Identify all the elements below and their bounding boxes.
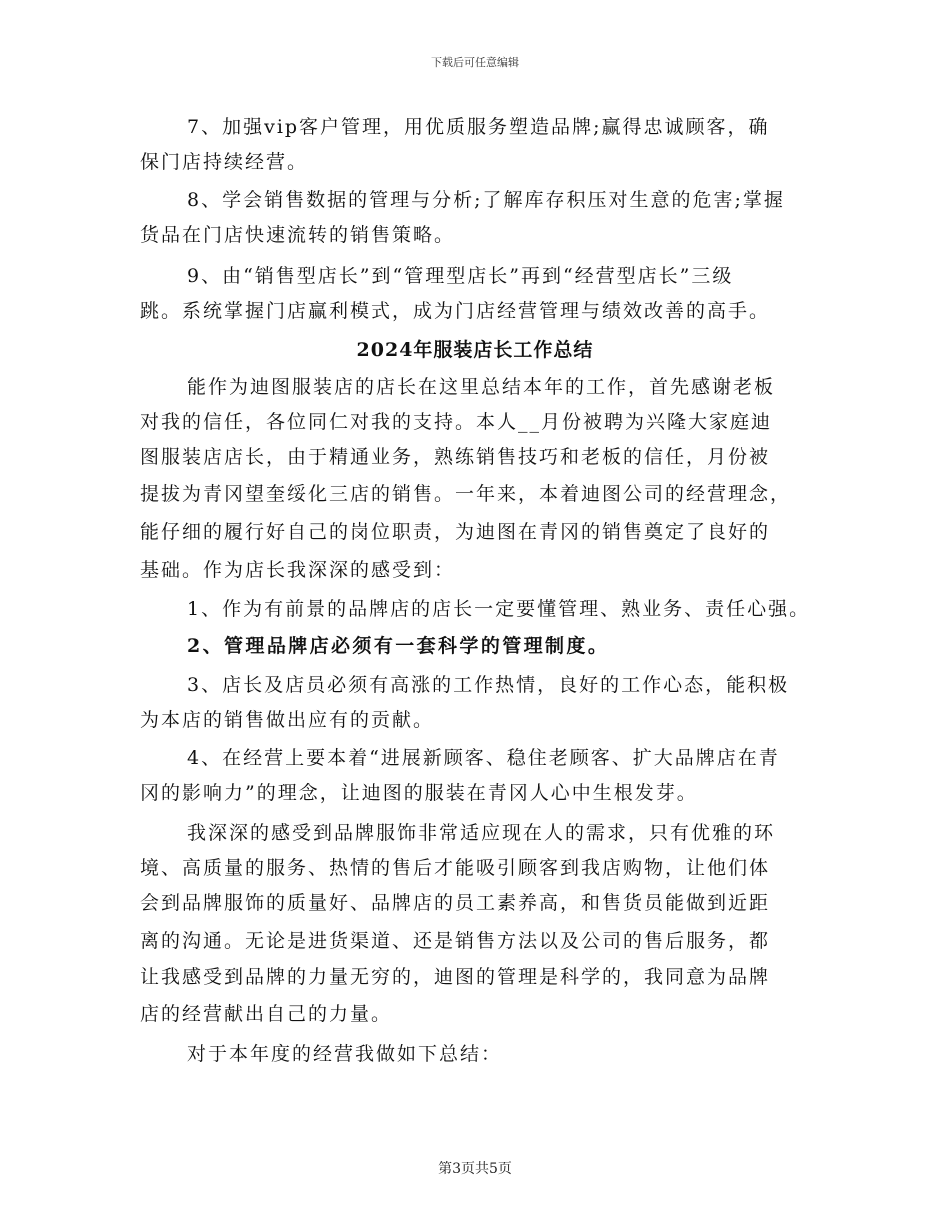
- page-header: 下载后可任意编辑: [431, 56, 519, 69]
- paragraph-8-line-2: 货品在门店快速流转的销售策略。: [140, 224, 456, 246]
- intro-line-2: 对我的信任，各位同仁对我的支持。本人__月份被聘为兴隆大家庭迪: [140, 411, 773, 433]
- point-2: 2、管理品牌店必须有一套科学的管理制度。: [187, 635, 610, 657]
- point-3-line-2: 为本店的销售做出应有的贡献。: [140, 709, 435, 731]
- page-number-footer: 第3页共5页: [438, 1161, 512, 1177]
- closing-line: 对于本年度的经营我做如下总结：: [187, 1043, 503, 1065]
- reflection-line-3: 会到品牌服饰的质量好、品牌店的员工素养高，和售货员能做到近距: [140, 892, 771, 914]
- point-4-line-2: 冈的影响力”的理念，让迪图的服装在青冈人心中生根发芽。: [140, 782, 698, 804]
- reflection-line-6: 店的经营献出自己的力量。: [140, 1003, 393, 1025]
- paragraph-9-line-1: 9、由“销售型店长”到“管理型店长”再到“经营型店长”三级: [187, 265, 734, 287]
- point-3-line-1: 3、店长及店员必须有高涨的工作热情，良好的工作心态，能积极: [187, 674, 790, 696]
- intro-line-3: 图服装店店长，由于精通业务，熟练销售技巧和老板的信任，月份被: [140, 446, 771, 468]
- paragraph-9-line-2: 跳。系统掌握门店赢利模式，成为门店经营管理与绩效改善的高手。: [140, 300, 771, 322]
- point-1: 1、作为有前景的品牌店的店长一定要懂管理、熟业务、责任心强。: [187, 598, 811, 620]
- document-title: 2024年服装店长工作总结: [356, 339, 594, 361]
- intro-line-5: 能仔细的履行好自己的岗位职责，为迪图在青冈的销售奠定了良好的: [140, 521, 771, 543]
- paragraph-7-line-1: 7、加强vip客户管理，用优质服务塑造品牌;赢得忠诚顾客，确: [187, 116, 770, 138]
- intro-line-1: 能作为迪图服装店的店长在这里总结本年的工作，首先感谢老板: [187, 376, 776, 398]
- reflection-line-1: 我深深的感受到品牌服饰非常适应现在人的需求，只有优雅的环: [187, 822, 776, 844]
- paragraph-7-line-2: 保门店持续经营。: [140, 151, 309, 173]
- paragraph-8-line-1: 8、学会销售数据的管理与分析;了解库存积压对生意的危害;掌握: [187, 189, 785, 211]
- intro-line-6: 基础。作为店长我深深的感受到：: [140, 559, 456, 581]
- reflection-line-5: 让我感受到品牌的力量无穷的，迪图的管理是科学的，我同意为品牌: [140, 966, 771, 988]
- intro-line-4: 提拔为青冈望奎绥化三店的销售。一年来，本着迪图公司的经营理念，: [140, 483, 792, 505]
- reflection-line-2: 境、高质量的服务、热情的售后才能吸引顾客到我店购物，让他们体: [140, 857, 771, 879]
- reflection-line-4: 离的沟通。无论是进货渠道、还是销售方法以及公司的售后服务，都: [140, 930, 771, 952]
- point-4-line-1: 4、在经营上要本着“进展新顾客、稳住老顾客、扩大品牌店在青: [187, 747, 780, 769]
